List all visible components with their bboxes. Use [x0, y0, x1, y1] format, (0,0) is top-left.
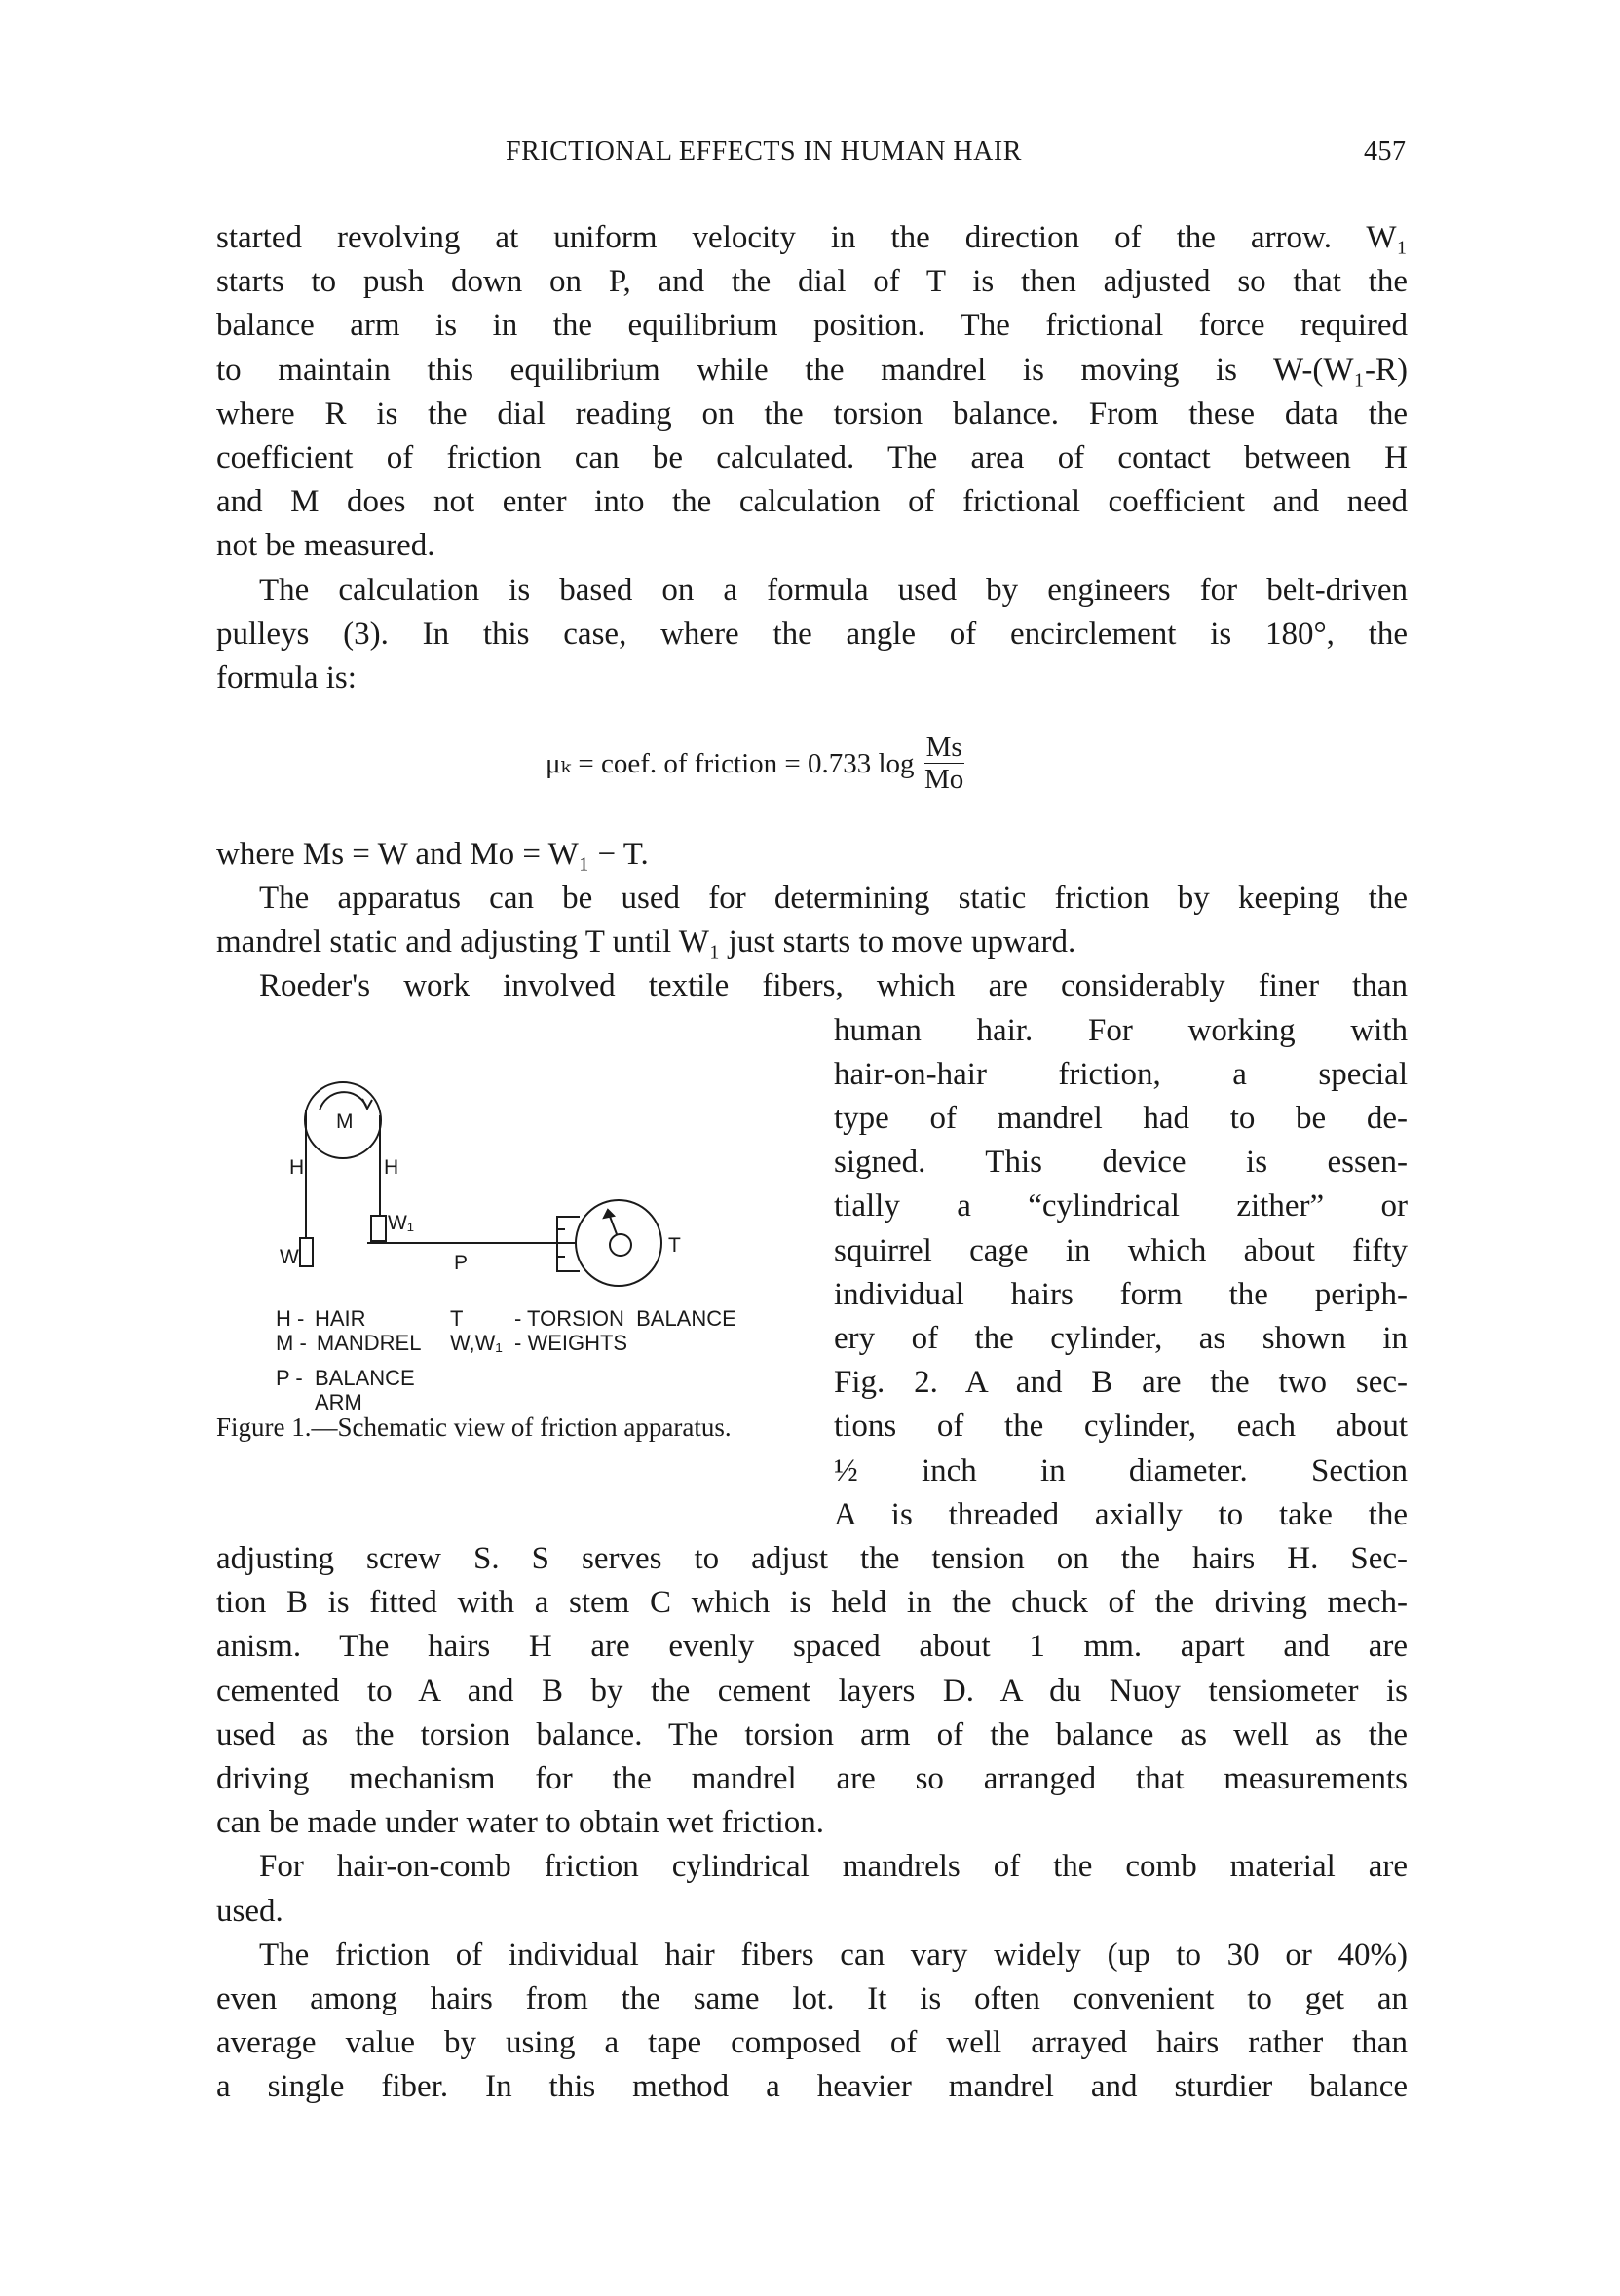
legend-h-value: HAIR [315, 1306, 366, 1331]
legend-p-key: P - [276, 1366, 309, 1390]
label-h-right: H [384, 1156, 399, 1179]
text-line: For hair-on-comb friction cylindrical mandrels of the comb material are [259, 1849, 1408, 1885]
text-line: anism. The hairs H are evenly spaced about 1 mm. apart and are [216, 1629, 1408, 1665]
legend-row-m [276, 1332, 421, 1355]
legend-m-key: M - [276, 1331, 313, 1355]
legend-w-value: - WEIGHTS [514, 1331, 628, 1355]
formula-numerator: Ms [925, 731, 962, 763]
arrowhead-icon [362, 1099, 372, 1109]
text-line: type of mandrel had to be de- [834, 1101, 1408, 1136]
text-line: The apparatus can be used for determining static friction by keeping the [259, 881, 1408, 916]
formula-denominator: Mo [923, 763, 964, 795]
text-line: starts to push down on P, and the dial of T is then adjusted so that the [216, 264, 1408, 300]
running-title: FRICTIONAL EFFECTS IN HUMAN HAIR [506, 136, 1022, 167]
legend-t-value: - TORSION BALANCE [514, 1306, 736, 1331]
text-line: a single fiber. In this method a heavier mandrel and sturdier balance [216, 2069, 1408, 2105]
text-line: to maintain this equilibrium while the mandrel is moving is W-(W₁-R) [216, 352, 1408, 388]
weight-w-box [300, 1238, 313, 1266]
label-m: M [336, 1110, 354, 1133]
legend-p-value-cont: ARM [315, 1390, 362, 1414]
text-line: where Ms = W and Mo = W₁ − T. [216, 836, 649, 872]
legend-p-value: BALANCE [315, 1366, 415, 1390]
weight-w1-box [371, 1216, 386, 1241]
page-number: 457 [1364, 136, 1407, 167]
text-line: The friction of individual hair fibers can vary widely (up to 30 or 40%) [259, 1937, 1408, 1973]
text-line: A is threaded axially to take the [834, 1496, 1408, 1532]
legend-row-t [450, 1307, 736, 1331]
legend-row-h [276, 1307, 366, 1331]
label-w1: W₁ [388, 1212, 414, 1234]
legend-h-key: H - [276, 1306, 311, 1331]
text-line: even among hairs from the same lot. It is often convenient to get an [216, 1981, 1408, 2016]
label-p: P [454, 1252, 469, 1274]
rotation-arrow-icon [320, 1092, 366, 1110]
text-line: used. [216, 1893, 283, 1929]
text-line: tions of the cylinder, each about [834, 1409, 1408, 1445]
text-line: started revolving at uniform velocity in the direction of the arrow. W₁ [216, 220, 1408, 255]
text-line: cemented to A and B by the cement layers D. A du Nuoy tensiometer is [216, 1673, 1408, 1709]
text-line: balance arm is in the equilibrium position. The frictional force required [216, 308, 1408, 344]
figure-caption: Figure 1.—Schematic view of friction apparatus. [216, 1412, 732, 1442]
text-line: tion B is fitted with a stem C which is held in the chuck of the driving mech- [216, 1585, 1408, 1621]
text-line: Roeder's work involved textile fibers, which are considerably finer than [259, 968, 1408, 1004]
legend-row-p [276, 1367, 415, 1390]
torsion-hub [610, 1234, 631, 1256]
torsion-balance-circle [576, 1200, 661, 1286]
text-line: average value by using a tape composed of well arrayed hairs rather than [216, 2025, 1408, 2061]
label-w: W [280, 1246, 299, 1268]
text-line: squirrel cage in which about fifty [834, 1232, 1408, 1268]
text-line: human hair. For working with [834, 1012, 1408, 1048]
text-line: signed. This device is essen- [834, 1145, 1408, 1181]
text-line: driving mechanism for the mandrel are so arranged that measurements [216, 1761, 1408, 1796]
text-line: formula is: [216, 660, 357, 696]
text-line: mandrel static and adjusting T until W₁ just starts to move upward. [216, 924, 1076, 960]
legend-w-key: W,W₁ [450, 1331, 503, 1355]
text-line: individual hairs form the periph- [834, 1276, 1408, 1312]
text-line: coefficient of friction can be calculated. The area of contact between H [216, 440, 1408, 475]
text-line: can be made under water to obtain wet friction. [216, 1805, 825, 1841]
text-line: where R is the dial reading on the torsion balance. From these data the [216, 395, 1408, 432]
label-t: T [668, 1234, 681, 1257]
text-line: The calculation is based on a formula used by engineers for belt-driven [259, 572, 1408, 608]
pointer-arrowhead-icon [604, 1210, 614, 1218]
legend-row-w [450, 1332, 627, 1355]
text-line: tially a “cylindrical zither” or [834, 1188, 1408, 1224]
legend-t-key: T [450, 1306, 464, 1331]
text-line: used as the torsion balance. The torsion arm of the balance as well as the [216, 1716, 1408, 1752]
legend-row-p-cont [276, 1391, 362, 1414]
text-line: pulleys (3). In this case, where the angle of encirclement is 180°, the [216, 616, 1408, 652]
text-line: and M does not enter into the calculation of frictional coefficient and need [216, 484, 1408, 520]
text-line: adjusting screw S. S serves to adjust the tension on the hairs H. Sec- [216, 1541, 1408, 1576]
label-h-left: H [289, 1156, 305, 1179]
legend-m-value: MANDREL [316, 1331, 422, 1355]
text-line: Fig. 2. A and B are the two sec- [834, 1365, 1408, 1401]
text-line: ½ inch in diameter. Section [834, 1452, 1408, 1488]
formula-lhs: μₖ = coef. of friction = 0.733 log [546, 747, 915, 779]
text-line: hair-on-hair friction, a special [834, 1056, 1408, 1092]
text-line: ery of the cylinder, as shown in [834, 1321, 1408, 1356]
text-line: not be measured. [216, 528, 435, 564]
